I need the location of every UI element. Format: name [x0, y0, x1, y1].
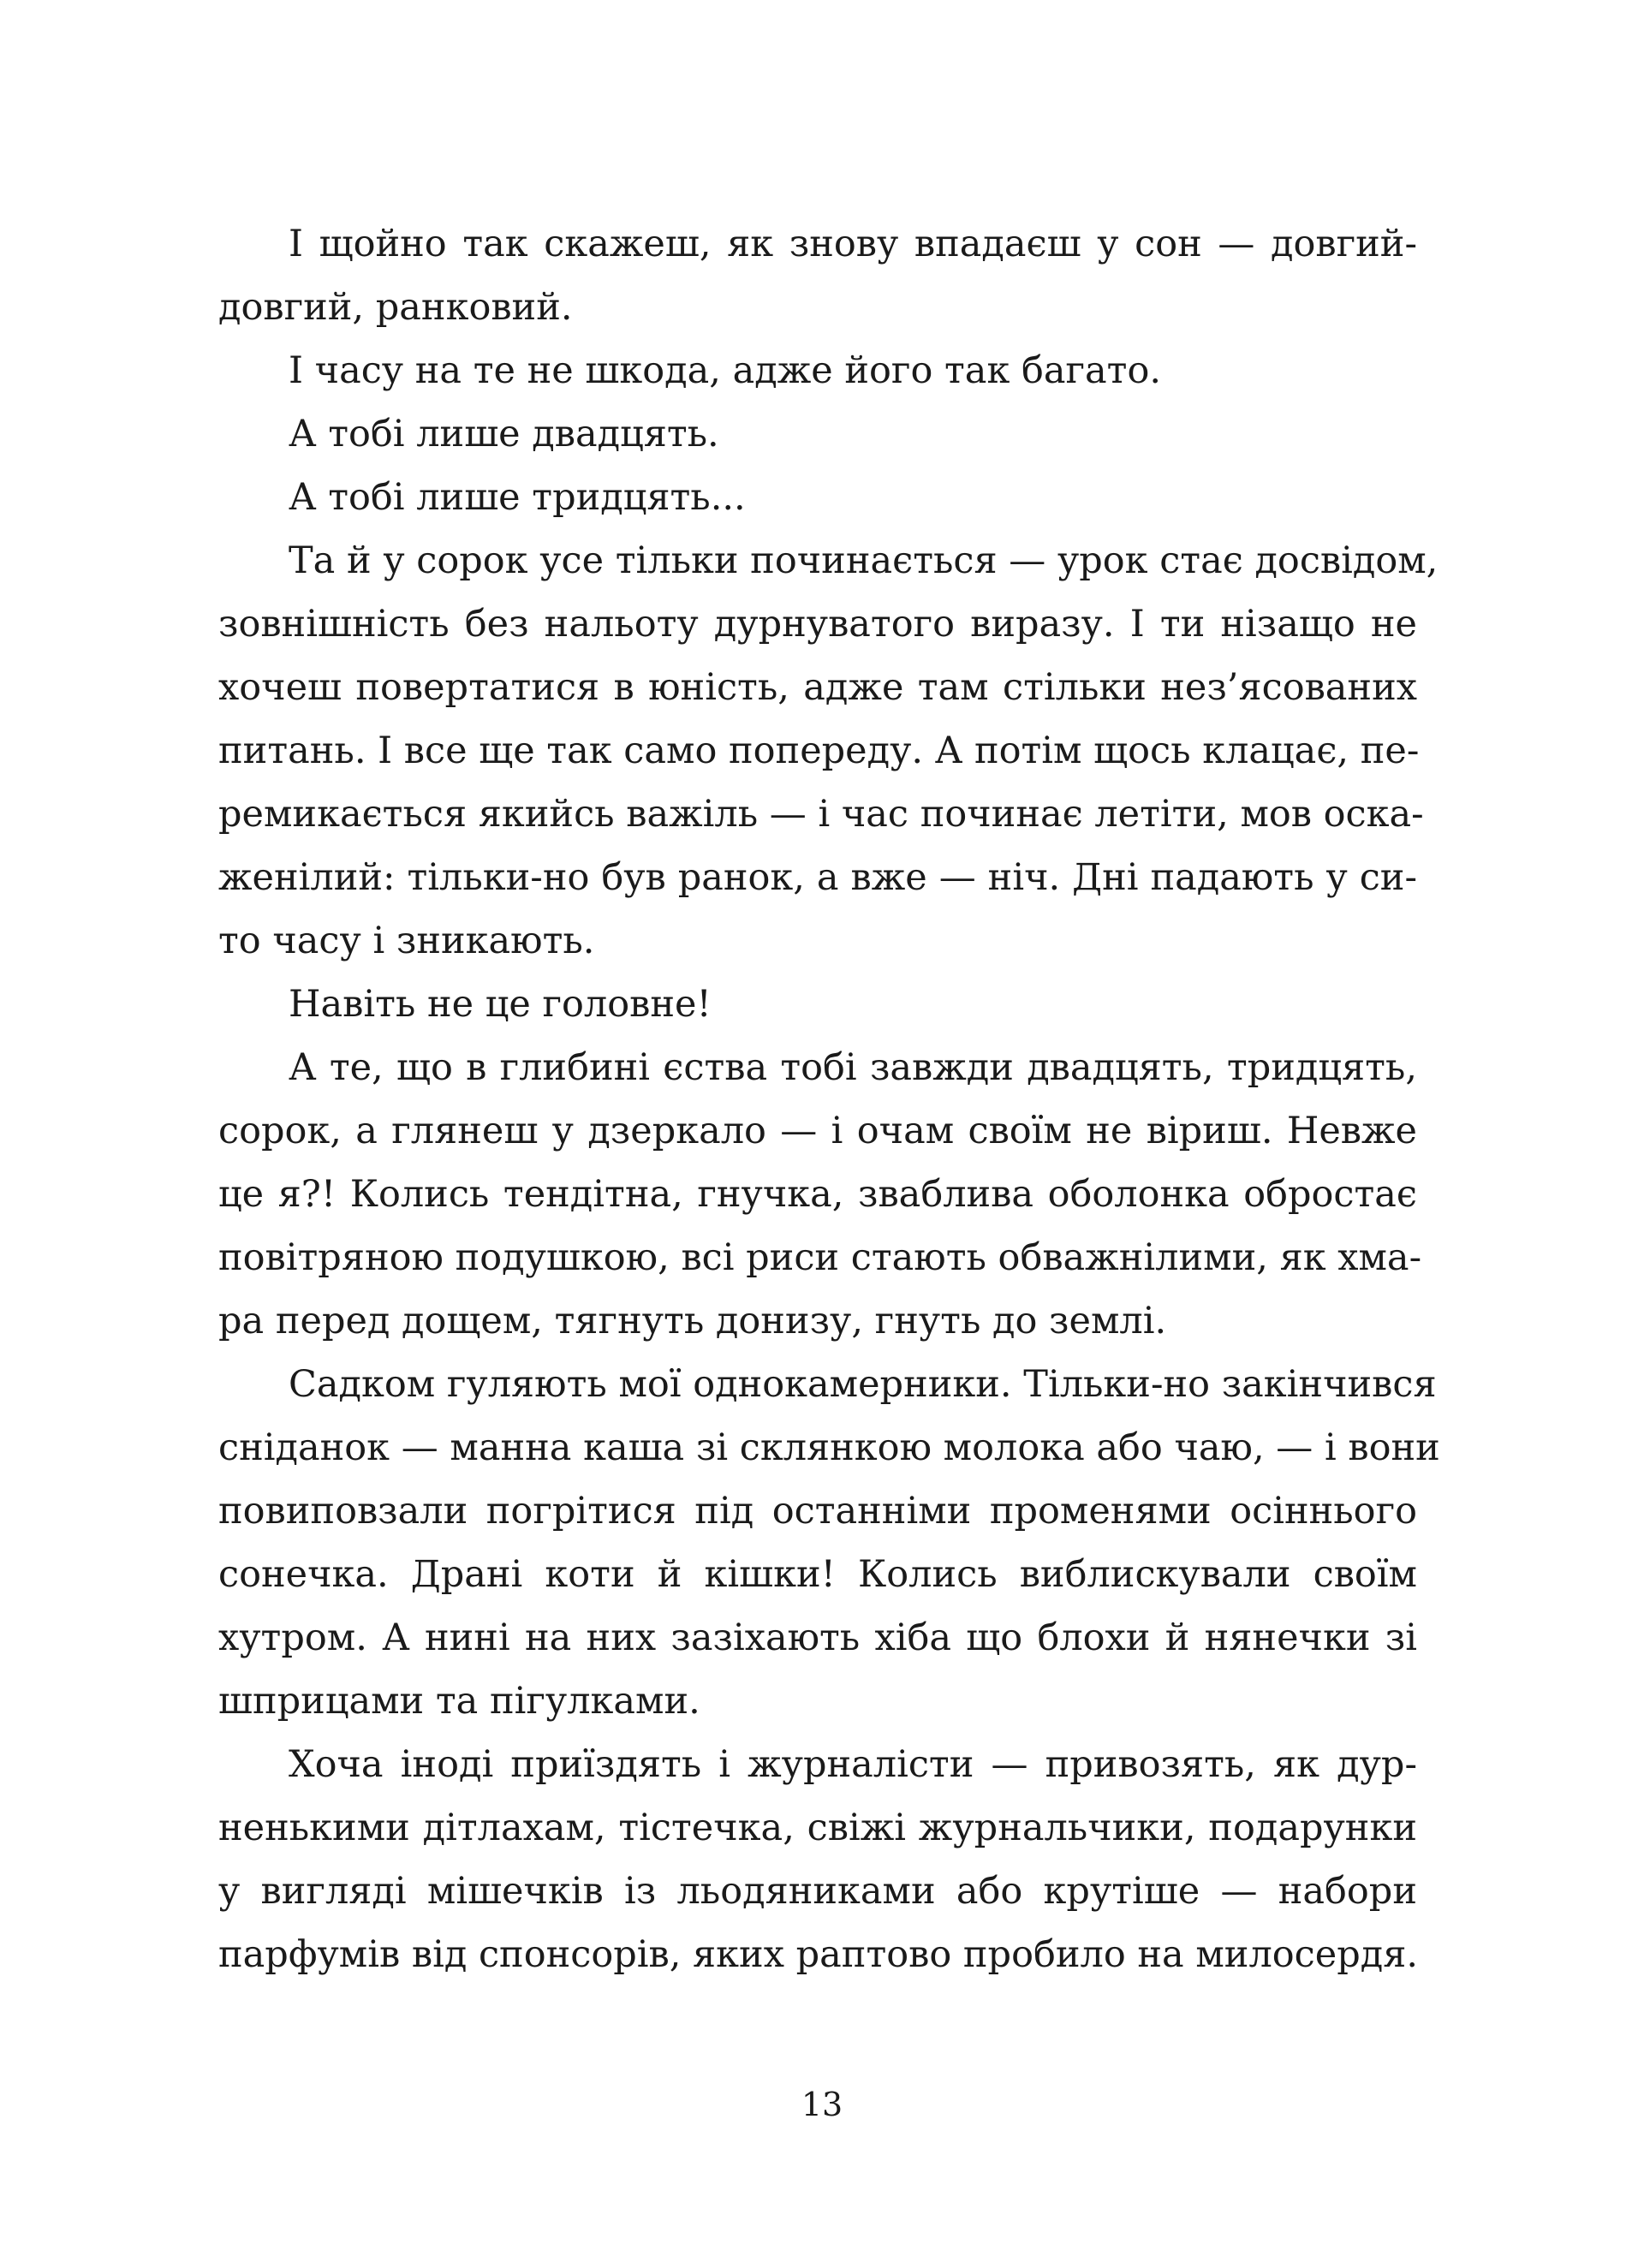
text-line: Та й у сорок усе тільки починається — урок стає досвідом, — [289, 539, 1438, 582]
text-line: у вигляді мішечків із льодяниками або крутіше — набори — [218, 1870, 1417, 1913]
text-line: Садком гуляють мої однокамерники. Тільки-но закінчився — [289, 1363, 1437, 1406]
text-line: повиповзали погрітися під останніми променями осіннього — [218, 1490, 1417, 1533]
text-line: сорок, а глянеш у дзеркало — і очам своїм не віриш. Невже — [218, 1110, 1417, 1152]
text-line: А тобі лише тридцять... — [289, 476, 746, 519]
text-line: А тобі лише двадцять. — [289, 413, 719, 455]
text-line: сонечка. Драні коти й кішки! Колись виблискували своїм — [218, 1553, 1417, 1596]
text-line: питань. І все ще так само попереду. А потім щось клацає, пе- — [218, 729, 1420, 772]
text-line: А те, що в глибині єства тобі завжди двадцять, тридцять, — [289, 1046, 1417, 1089]
text-line: Навіть не це головне! — [289, 983, 712, 1026]
text-line: ра перед дощем, тягнуть донизу, гнуть до землі. — [218, 1300, 1167, 1342]
text-line: це я?! Колись тендітна, гнучка, зваблива оболонка обростає — [218, 1173, 1417, 1216]
page-number: 13 — [801, 2086, 843, 2123]
text-line: Хоча іноді приїздять і журналісти — привозять, як дур- — [289, 1743, 1417, 1786]
body-text — [218, 212, 1440, 1986]
text-line: парфумів від спонсорів, яких раптово пробило на милосердя. — [218, 1933, 1418, 1976]
text-line: І щойно так скажеш, як знову впадаєш у сон — довгий- — [289, 223, 1417, 265]
text-line: ненькими дітлахам, тістечка, свіжі журнальчики, подарунки — [218, 1807, 1417, 1849]
text-line: шприцами та пігулками. — [218, 1680, 700, 1723]
text-line: зовнішність без нальоту дурнуватого виразу. І ти нізащо не — [218, 603, 1417, 646]
text-line: повітряною подушкою, всі риси стають обважнілими, як хма- — [218, 1236, 1422, 1279]
text-line: сніданок — манна каша зі склянкою молока або чаю, — і вони — [218, 1426, 1440, 1469]
text-line: хочеш повертатися в юність, адже там стільки нез’ясованих — [218, 666, 1417, 709]
text-line: І часу на те не шкода, адже його так багато. — [289, 349, 1162, 392]
text-line: довгий, ранковий. — [218, 286, 573, 329]
text-line: то часу і зникають. — [218, 920, 595, 962]
text-line: ремикається якийсь важіль — і час починає летіти, мов оска- — [218, 793, 1424, 836]
text-line: женілий: тільки-но був ранок, а вже — ніч. Дні падають у си- — [218, 856, 1417, 899]
text-line: хутром. А нині на них зазіхають хіба що блохи й нянечки зі — [218, 1616, 1417, 1659]
